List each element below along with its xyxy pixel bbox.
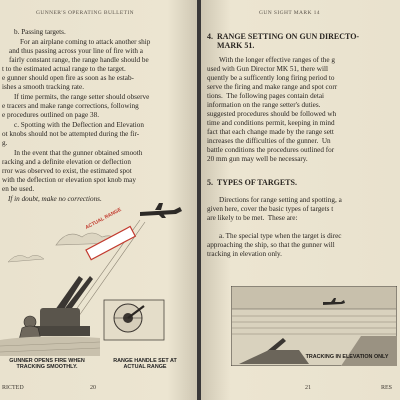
right-line: given here, cover the basic types of targets t (207, 205, 334, 213)
right-page-number: 21 (305, 385, 311, 391)
gun-mount (30, 276, 93, 336)
left-line: ishes a smooth tracking rate. (2, 83, 85, 91)
left-line: If time permits, the range setter should observe (14, 93, 150, 101)
left-line: b. Passing targets. (14, 28, 66, 36)
gun-crew-illustration (0, 200, 197, 370)
section-5-heading: 5. TYPES OF TARGETS. (207, 178, 297, 187)
right-line: approaching the ship, so that the gunner will (207, 241, 335, 249)
right-line: Directions for range setting and spotting, a (219, 196, 342, 204)
left-line: For an airplane coming to attack another ship (20, 38, 151, 46)
caption-range-handle: RANGE HANDLE SET AT ACTUAL RANGE (113, 358, 177, 371)
left-line: ot knobs should not be attempted during the fir- (2, 130, 140, 138)
caption-tracking: TRACKING IN ELEVATION ONLY (305, 354, 389, 360)
left-line: e gunner should open fire as soon as he estab- (2, 74, 134, 82)
actual-range-sign-label: ACTUAL RANGE (84, 206, 123, 231)
left-line: rror was observed to exist, the estimated spot (2, 167, 132, 175)
right-line: battle conditions the procedures outlined for (207, 146, 335, 154)
left-line: racking and a definite elevation or deflection (2, 158, 131, 166)
right-line: increases the difficulties of the gunner. Un (207, 137, 331, 145)
right-line: a. The special type when the target is direc (219, 232, 342, 240)
right-line: used with Gun Director MK 51, there will (207, 65, 328, 73)
right-line: serve the firing and make range and spot corr (207, 83, 338, 91)
left-footer: RICTED (2, 385, 24, 391)
left-line: fairly constant range, the range handle should be (9, 56, 149, 64)
left-line: with the deflection or elevation spot knob may (2, 176, 136, 184)
right-line: time and conditions permit, keeping in mind (207, 119, 335, 127)
left-page (0, 0, 197, 400)
left-line: In the event that the gunner obtained smooth (14, 149, 143, 157)
right-line: tions. The following pages contain detai (207, 92, 325, 100)
left-line: e procedures outlined on page 38. (2, 111, 99, 119)
range-handle-inset (104, 300, 164, 340)
left-line: e tracers and make range corrections, following (2, 102, 139, 110)
left-line: g. (2, 139, 8, 147)
right-line: tracking in elevation only. (207, 250, 282, 258)
airplane-icon (140, 203, 182, 218)
right-line: With the longer effective ranges of the g (219, 56, 335, 64)
right-line: suggested procedures should be followed wh (207, 110, 337, 118)
right-footer: RES (381, 385, 393, 391)
right-line: are likely to be met. These are: (207, 214, 298, 222)
section-4-heading: 4. RANGE SETTING ON GUN DIRECTO- MARK 51. (207, 32, 360, 50)
left-italic-note: If in doubt, make no corrections. (8, 195, 102, 203)
left-line: c. Spotting with the Deflection and Elevation (14, 121, 144, 129)
right-line: fact that each change made by the range sett (207, 128, 334, 136)
left-line: and thus passing across your line of fire with a (9, 47, 143, 55)
right-line: information on the range setter's duties. (207, 101, 321, 109)
right-page (201, 0, 400, 400)
right-line: 20 mm gun may well be necessary. (207, 155, 308, 163)
right-line: quently be a sufficently long firing period to (207, 74, 335, 82)
right-running-head: GUN SIGHT MARK 14 (259, 10, 320, 16)
left-line: en be used. (2, 185, 35, 193)
left-running-head: GUNNER'S OPERATING BULLETIN (36, 10, 134, 16)
left-line: t to the estimated actual range to the target. (2, 65, 126, 73)
caption-gunner: GUNNER OPENS FIRE WHEN TRACKING SMOOTHLY. (9, 358, 85, 371)
left-page-number: 20 (90, 385, 96, 391)
